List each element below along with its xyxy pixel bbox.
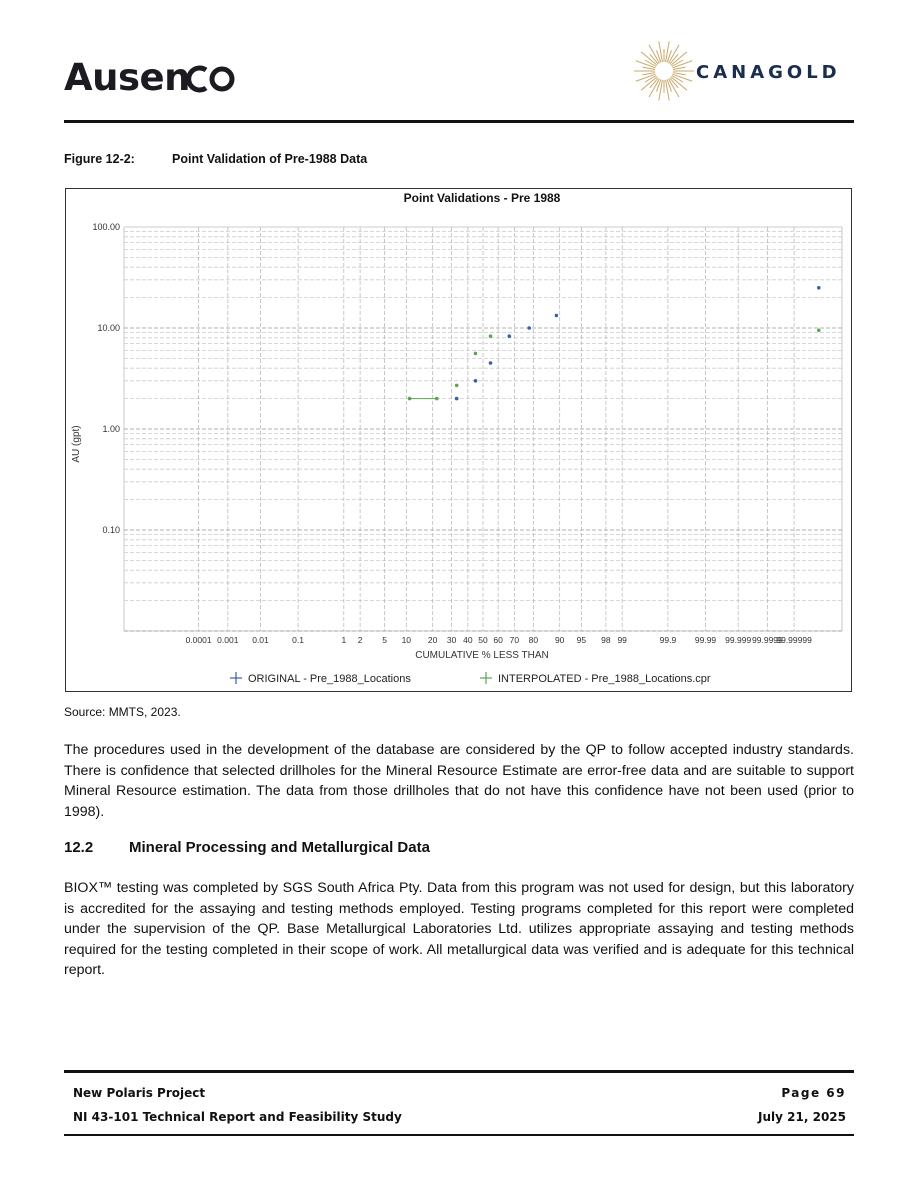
footer-project: New Polaris Project xyxy=(73,1086,206,1100)
chart-grid xyxy=(124,227,842,631)
original-point xyxy=(527,326,531,330)
chart-legend xyxy=(230,672,711,685)
x-tick-label: 80 xyxy=(528,635,539,645)
x-tick-label: 40 xyxy=(463,635,473,645)
interpolated-point xyxy=(455,384,459,388)
section-title: Mineral Processing and Metallurgical Data xyxy=(129,839,430,856)
x-tick-label: 5 xyxy=(382,635,387,645)
interpolated-point xyxy=(817,328,821,332)
y-tick-labels xyxy=(92,222,120,535)
interpolated-point xyxy=(474,352,478,356)
y-axis-label: AU (gpt) xyxy=(71,425,82,463)
original-point xyxy=(474,379,478,383)
chart-svg xyxy=(66,189,851,691)
y-tick-label: 0.10 xyxy=(102,525,120,535)
legend-label: ORIGINAL - Pre_1988_Locations xyxy=(248,673,411,685)
section-heading xyxy=(64,839,430,856)
figure-source: Source: MMTS, 2023. xyxy=(64,705,181,719)
body-paragraph-1: The procedures used in the development of the database are considered by the QP to follow accepted industry standards. There is confidence that selected drillholes for the Mineral Resource Estimate are error-free data and are suitable to support Mineral Resource estimation. The data from those drillholes that do not have this confidence have not been used (prior to 1998). xyxy=(64,742,854,820)
y-tick-label: 100.00 xyxy=(92,222,120,232)
x-tick-label: 0.1 xyxy=(292,635,305,645)
footer-page-number: Page 69 xyxy=(781,1086,846,1100)
legend-item xyxy=(230,672,411,685)
canagold-logo-text: CANAGOLD xyxy=(696,62,841,83)
x-tick-label: 0.0001 xyxy=(185,635,212,645)
section-number: 12.2 xyxy=(64,839,94,856)
footer-rule-bottom xyxy=(64,1134,854,1136)
x-tick-label: 98 xyxy=(601,635,611,645)
x-tick-label: 60 xyxy=(493,635,503,645)
canagold-logo xyxy=(634,38,854,104)
legend-label: INTERPOLATED - Pre_1988_Locations.cpr xyxy=(498,673,711,685)
x-tick-label: 90 xyxy=(554,635,565,645)
figure-caption xyxy=(64,152,368,166)
x-tick-label: 30 xyxy=(446,635,457,645)
x-tick-label: 0.001 xyxy=(217,635,239,645)
footer-report: NI 43-101 Technical Report and Feasibility Study xyxy=(73,1110,402,1124)
original-point xyxy=(508,334,512,338)
original-point xyxy=(455,397,459,401)
figure-title: Point Validation of Pre-1988 Data xyxy=(172,152,368,166)
x-tick-label: 99.9 xyxy=(659,635,677,645)
original-point xyxy=(555,314,559,318)
x-tick-label: 10 xyxy=(401,635,412,645)
x-tick-label: 1 xyxy=(341,635,347,645)
body-paragraph-2: BIOX™ testing was completed by SGS South Africa Pty. Data from this program was not used for design, but this laboratory is accredited for the assaying and testing methods employed. Testing programs completed for this report were completed under the supervision of the QP. Base Metallurgical Laboratories Ltd. utilizes appropriate assaying and testing methods required for the testing completed in their scope of work. All metallurgical data was verified and is adequate for this technical report. xyxy=(64,880,854,978)
chart-points xyxy=(408,286,821,400)
x-axis-label: CUMULATIVE % LESS THAN xyxy=(415,650,549,661)
figure-number: Figure 12-2: xyxy=(64,152,135,166)
x-tick-label: 99.99 xyxy=(694,635,717,645)
ausenco-logo xyxy=(64,56,232,97)
x-tick-labels xyxy=(186,635,813,645)
x-tick-label: 70 xyxy=(509,635,520,645)
x-tick-label: 95 xyxy=(576,635,587,645)
header-rule xyxy=(64,120,854,123)
x-tick-label: 99.9999 xyxy=(752,635,783,645)
footer-date: July 21, 2025 xyxy=(758,1110,846,1124)
interpolated-point xyxy=(489,334,493,338)
legend-item xyxy=(480,672,711,685)
svg-text:Ausen: Ausen xyxy=(64,56,190,99)
y-tick-label: 1.00 xyxy=(102,424,120,434)
original-point xyxy=(817,286,821,290)
x-tick-label: 50 xyxy=(478,635,488,645)
x-tick-label: 99.99999 xyxy=(776,635,812,645)
x-tick-label: 99 xyxy=(617,635,627,645)
x-tick-label: 20 xyxy=(427,635,438,645)
interpolated-point xyxy=(435,397,439,401)
chart-title: Point Validations - Pre 1988 xyxy=(403,191,561,205)
footer-rule-top xyxy=(64,1070,854,1073)
sunburst-icon xyxy=(634,38,694,104)
x-tick-label: 2 xyxy=(357,635,363,645)
ausenco-wordmark xyxy=(64,56,244,100)
x-tick-label: 0.01 xyxy=(252,635,269,645)
interpolated-point xyxy=(408,397,412,401)
y-tick-label: 10.00 xyxy=(97,323,120,333)
original-point xyxy=(489,361,493,365)
x-tick-label: 99.999 xyxy=(725,635,752,645)
point-validation-chart xyxy=(65,188,852,692)
